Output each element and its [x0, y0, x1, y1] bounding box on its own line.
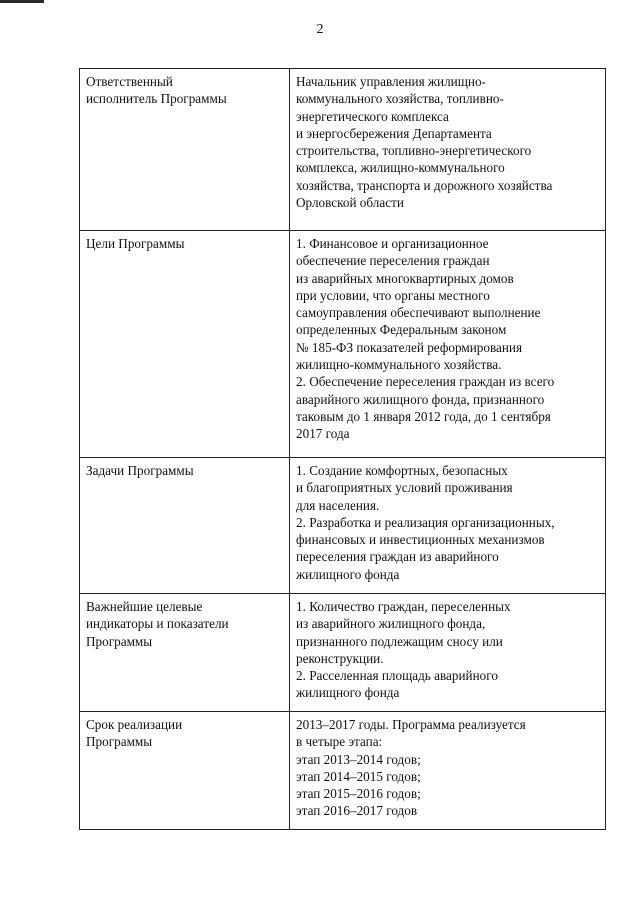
value-line: обеспечение переселения граждан: [296, 253, 490, 269]
value-line: 2. Обеспечение переселения граждан из всего: [296, 374, 555, 390]
value-line: реконструкции.: [296, 650, 384, 666]
table-row: [80, 712, 606, 830]
row-value-cell: [290, 231, 606, 458]
value-line: Орловской области: [296, 195, 404, 211]
value-line: № 185-ФЗ показателей реформирования: [296, 339, 523, 355]
row-value-cell: [290, 69, 606, 231]
value-line: переселения граждан из аварийного: [296, 549, 499, 565]
label-line: Задачи Программы: [86, 463, 194, 478]
row-value-cell: [290, 458, 606, 594]
value-line: финансовых и инвестиционных механизмов: [296, 532, 545, 548]
value-line: этап 2014–2015 годов;: [296, 768, 421, 784]
row-label-cell: [80, 458, 290, 594]
value-line: комплекса, жилищно-коммунального: [296, 160, 505, 176]
value-line: энергетического комплекса: [296, 108, 449, 124]
row-label-cell: [80, 69, 290, 231]
value-line: жилищно-коммунального хозяйства.: [296, 357, 502, 373]
scan-edge-mark: [0, 0, 44, 3]
value-line: этап 2016–2017 годов: [296, 803, 418, 819]
value-line: строительства, топливно-энергетического: [296, 143, 532, 159]
label-line: Ответственный: [86, 74, 173, 89]
table-row: [80, 69, 606, 231]
table-row: [80, 231, 606, 458]
label-line: Важнейшие целевые: [86, 599, 203, 614]
value-line: признанного подлежащим сносу или: [296, 633, 503, 649]
value-line: определенных Федеральным законом: [296, 322, 507, 338]
label-line: Программы: [86, 734, 153, 750]
value-line: 1. Финансовое и организационное: [296, 236, 489, 251]
value-line: в четыре этапа:: [296, 734, 383, 750]
label-line: Срок реализации: [86, 717, 183, 732]
row-label-cell: [80, 594, 290, 712]
label-line: Цели Программы: [86, 236, 185, 251]
label-line: индикаторы и показатели: [86, 616, 229, 632]
value-line: 1. Создание комфортных, безопасных: [296, 463, 508, 478]
table-row: [80, 458, 606, 594]
value-line: и энергосбережения Департамента: [296, 125, 492, 141]
value-line: жилищного фонда: [296, 566, 400, 582]
value-line: аварийного жилищного фонда, признанного: [296, 391, 545, 407]
row-label-cell: [80, 231, 290, 458]
row-value-cell: [290, 594, 606, 712]
value-line: 2017 года: [296, 426, 350, 442]
value-line: жилищного фонда: [296, 685, 400, 701]
value-line: 2. Расселенная площадь аварийного: [296, 668, 498, 684]
page-number: 2: [316, 22, 324, 37]
label-line: исполнитель Программы: [86, 91, 227, 107]
value-line: из аварийных многоквартирных домов: [296, 270, 514, 286]
program-passport-table: [79, 68, 606, 830]
value-line: самоуправления обеспечивают выполнение: [296, 305, 541, 321]
value-line: при условии, что органы местного: [296, 287, 490, 303]
value-line: и благоприятных условий проживания: [296, 480, 513, 496]
value-line: Начальник управления жилищно-: [296, 74, 486, 89]
label-line: Программы: [86, 633, 153, 649]
value-line: этап 2013–2014 годов;: [296, 751, 421, 767]
value-line: коммунального хозяйства, топливно-: [296, 91, 504, 107]
value-line: 1. Количество граждан, переселенных: [296, 599, 511, 614]
value-line: для населения.: [296, 497, 380, 513]
value-line: таковым до 1 января 2012 года, до 1 сентября: [296, 408, 551, 424]
value-line: 2. Разработка и реализация организационных,: [296, 514, 555, 530]
row-label-cell: [80, 712, 290, 830]
row-value-cell: [290, 712, 606, 830]
value-line: 2013–2017 годы. Программа реализуется: [296, 717, 526, 732]
value-line: из аварийного жилищного фонда,: [296, 616, 486, 632]
value-line: хозяйства, транспорта и дорожного хозяйства: [296, 177, 553, 193]
table-row: [80, 594, 606, 712]
value-line: этап 2015–2016 годов;: [296, 786, 421, 802]
